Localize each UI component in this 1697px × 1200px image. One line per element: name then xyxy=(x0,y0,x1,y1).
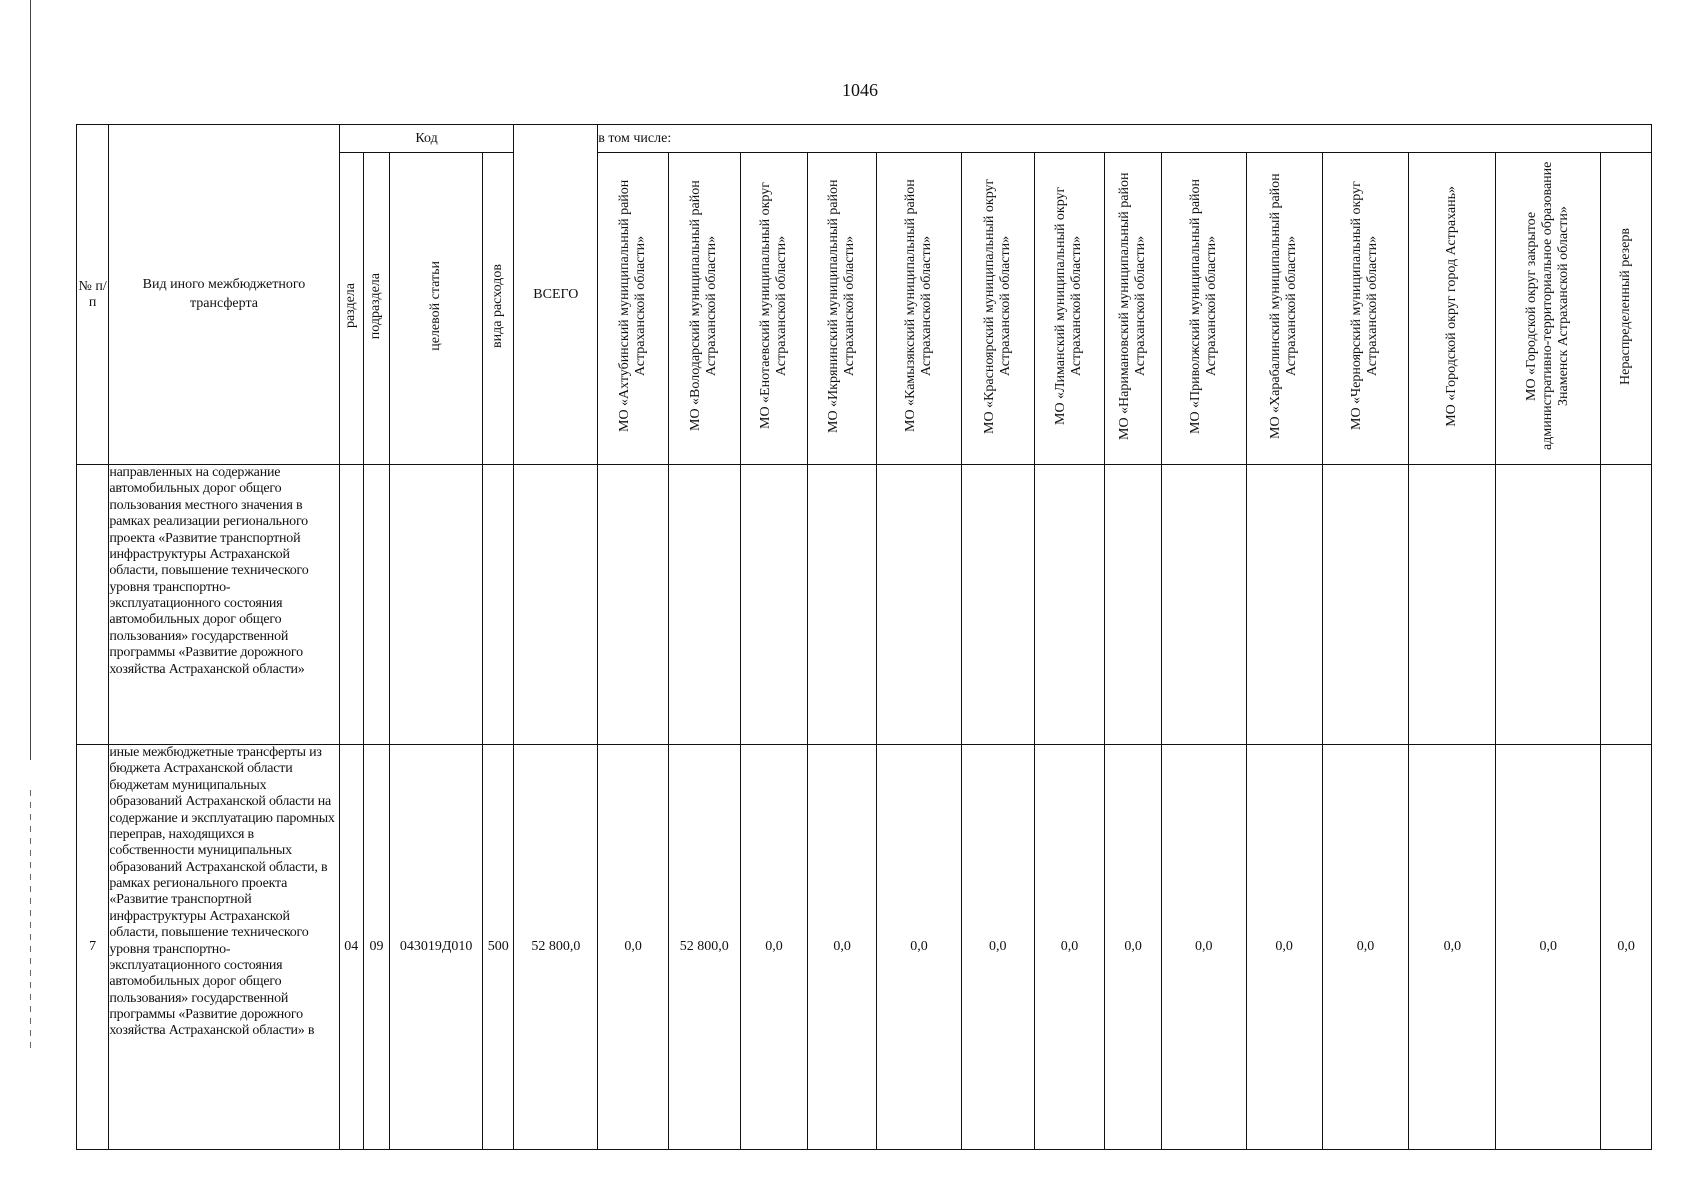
row-value xyxy=(1322,465,1409,745)
row-value: 0,0 xyxy=(1161,745,1246,1150)
row-target: 043019Д010 xyxy=(390,745,483,1150)
header-mo-volodarsky: МО «Володарский муниципальный район Астраханской области» xyxy=(688,180,720,432)
row-total: 52 800,0 xyxy=(514,745,598,1150)
margin-dashed-line xyxy=(30,790,31,1050)
row-value xyxy=(877,465,962,745)
row-value: 0,0 xyxy=(740,745,808,1150)
row-target xyxy=(390,465,483,745)
header-code-expense-type: вида расходов xyxy=(490,264,506,348)
header-mo-kharabalinsky: МО «Харабалинский муниципальный район Астраханской области» xyxy=(1268,173,1300,439)
header-mo-narimanovsky: МО «Наримановский муниципальный район Астраханской области» xyxy=(1117,172,1149,440)
header-mo-ikryaninsky: МО «Икрянинский муниципальный район Астраханской области» xyxy=(826,179,858,433)
header-transfer-type: Вид иного межбюджетного трансферта xyxy=(109,125,339,465)
header-row-top xyxy=(77,125,1652,153)
row-value: 0,0 xyxy=(598,745,669,1150)
row-expense-type: 500 xyxy=(483,745,514,1150)
header-num: № п/п xyxy=(77,125,109,465)
header-code-target: целевой статьи xyxy=(428,261,444,351)
row-value xyxy=(1409,465,1496,745)
header-mo-kamyzyaksky: МО «Камызякский муниципальный район Астраханской области» xyxy=(902,179,934,433)
row-description: иные межбюджетные трансферты из бюджета Астраханской области бюджетам муниципальных образований Астраханской области на содержание и эксплуатацию паромных переправ, находящихся в собственности муниципальных образований Астраханской области, в рамках регионального проекта «Развитие транспортной инфраструктуры Астраханской области, повышение технического уровня транспортно-эксплуатационного состояния автомобильных дорог общего пользования» государственной программы «Развитие дорожного хозяйства Астраханской области» в xyxy=(109,745,339,1150)
row-value xyxy=(1161,465,1246,745)
row-num xyxy=(77,465,109,745)
header-code-subsection: подраздела xyxy=(368,272,384,340)
header-mo-chernoyarsky: МО «Черноярский муниципальный округ Астраханской области» xyxy=(1349,181,1381,431)
header-mo-privolzhsky: МО «Приволжский муниципальный район Астраханской области» xyxy=(1187,178,1219,434)
header-mo-akhtubinsky: МО «Ахтубинский муниципальный район Астраханской области» xyxy=(616,179,649,433)
header-code-group: Код xyxy=(339,125,514,153)
row-subsection xyxy=(363,465,389,745)
header-mo-astrakhan-city: МО «Городской округ город Астрахань» xyxy=(1444,185,1460,427)
header-mo-krasnoyarsky: МО «Красноярский муниципальный округ Астраханской области» xyxy=(981,178,1013,434)
row-value: 52 800,0 xyxy=(668,745,740,1150)
row-value: 0,0 xyxy=(1601,745,1652,1150)
header-mo-limansky: МО «Лиманский муниципальный округ Астраханской области» xyxy=(1053,186,1085,426)
row-section: 04 xyxy=(339,745,363,1150)
row-value: 0,0 xyxy=(1322,745,1409,1150)
row-value xyxy=(668,465,740,745)
margin-line xyxy=(30,0,31,760)
row-value xyxy=(598,465,669,745)
row-value xyxy=(1105,465,1162,745)
row-value xyxy=(740,465,808,745)
row-value xyxy=(1034,465,1105,745)
header-unallocated-reserve: Нераспределенный резерв xyxy=(1618,227,1634,385)
row-value xyxy=(1246,465,1322,745)
row-value: 0,0 xyxy=(877,745,962,1150)
header-total: ВСЕГО xyxy=(514,125,598,465)
row-value: 0,0 xyxy=(1246,745,1322,1150)
transfer-table xyxy=(76,124,1652,1150)
header-including: в том числе: xyxy=(598,125,1652,153)
row-num: 7 xyxy=(77,745,109,1150)
row-expense-type xyxy=(483,465,514,745)
row-value: 0,0 xyxy=(961,745,1034,1150)
row-value: 0,0 xyxy=(808,745,877,1150)
row-value: 0,0 xyxy=(1409,745,1496,1150)
table-row xyxy=(77,745,1652,1150)
header-mo-znamensk: МО «Городской округ закрытое административно-территориальное образование Знаменск Астраханской области» xyxy=(1524,161,1572,451)
row-value: 0,0 xyxy=(1496,745,1601,1150)
row-subsection: 09 xyxy=(363,745,389,1150)
header-mo-enotaevsky: МО «Енотаевский муниципальный округ Астраханской области» xyxy=(757,182,789,430)
row-value xyxy=(808,465,877,745)
row-value: 0,0 xyxy=(1105,745,1162,1150)
table-row xyxy=(77,465,1652,745)
row-value xyxy=(1601,465,1652,745)
row-value xyxy=(1496,465,1601,745)
row-description: направленных на содержание автомобильных дорог общего пользования местного значения в рамках реализации регионального проекта «Развитие транспортной инфраструктуры Астраханской области, повышение технического уровня транспортно-эксплуатационного состояния автомобильных дорог общего пользования» государственной программы «Развитие дорожного хозяйства Астраханской области» xyxy=(109,465,339,745)
row-value xyxy=(961,465,1034,745)
page-number: 1046 xyxy=(842,80,878,100)
header-code-section: раздела xyxy=(343,283,359,329)
row-value: 0,0 xyxy=(1034,745,1105,1150)
row-section xyxy=(339,465,363,745)
row-total xyxy=(514,465,598,745)
